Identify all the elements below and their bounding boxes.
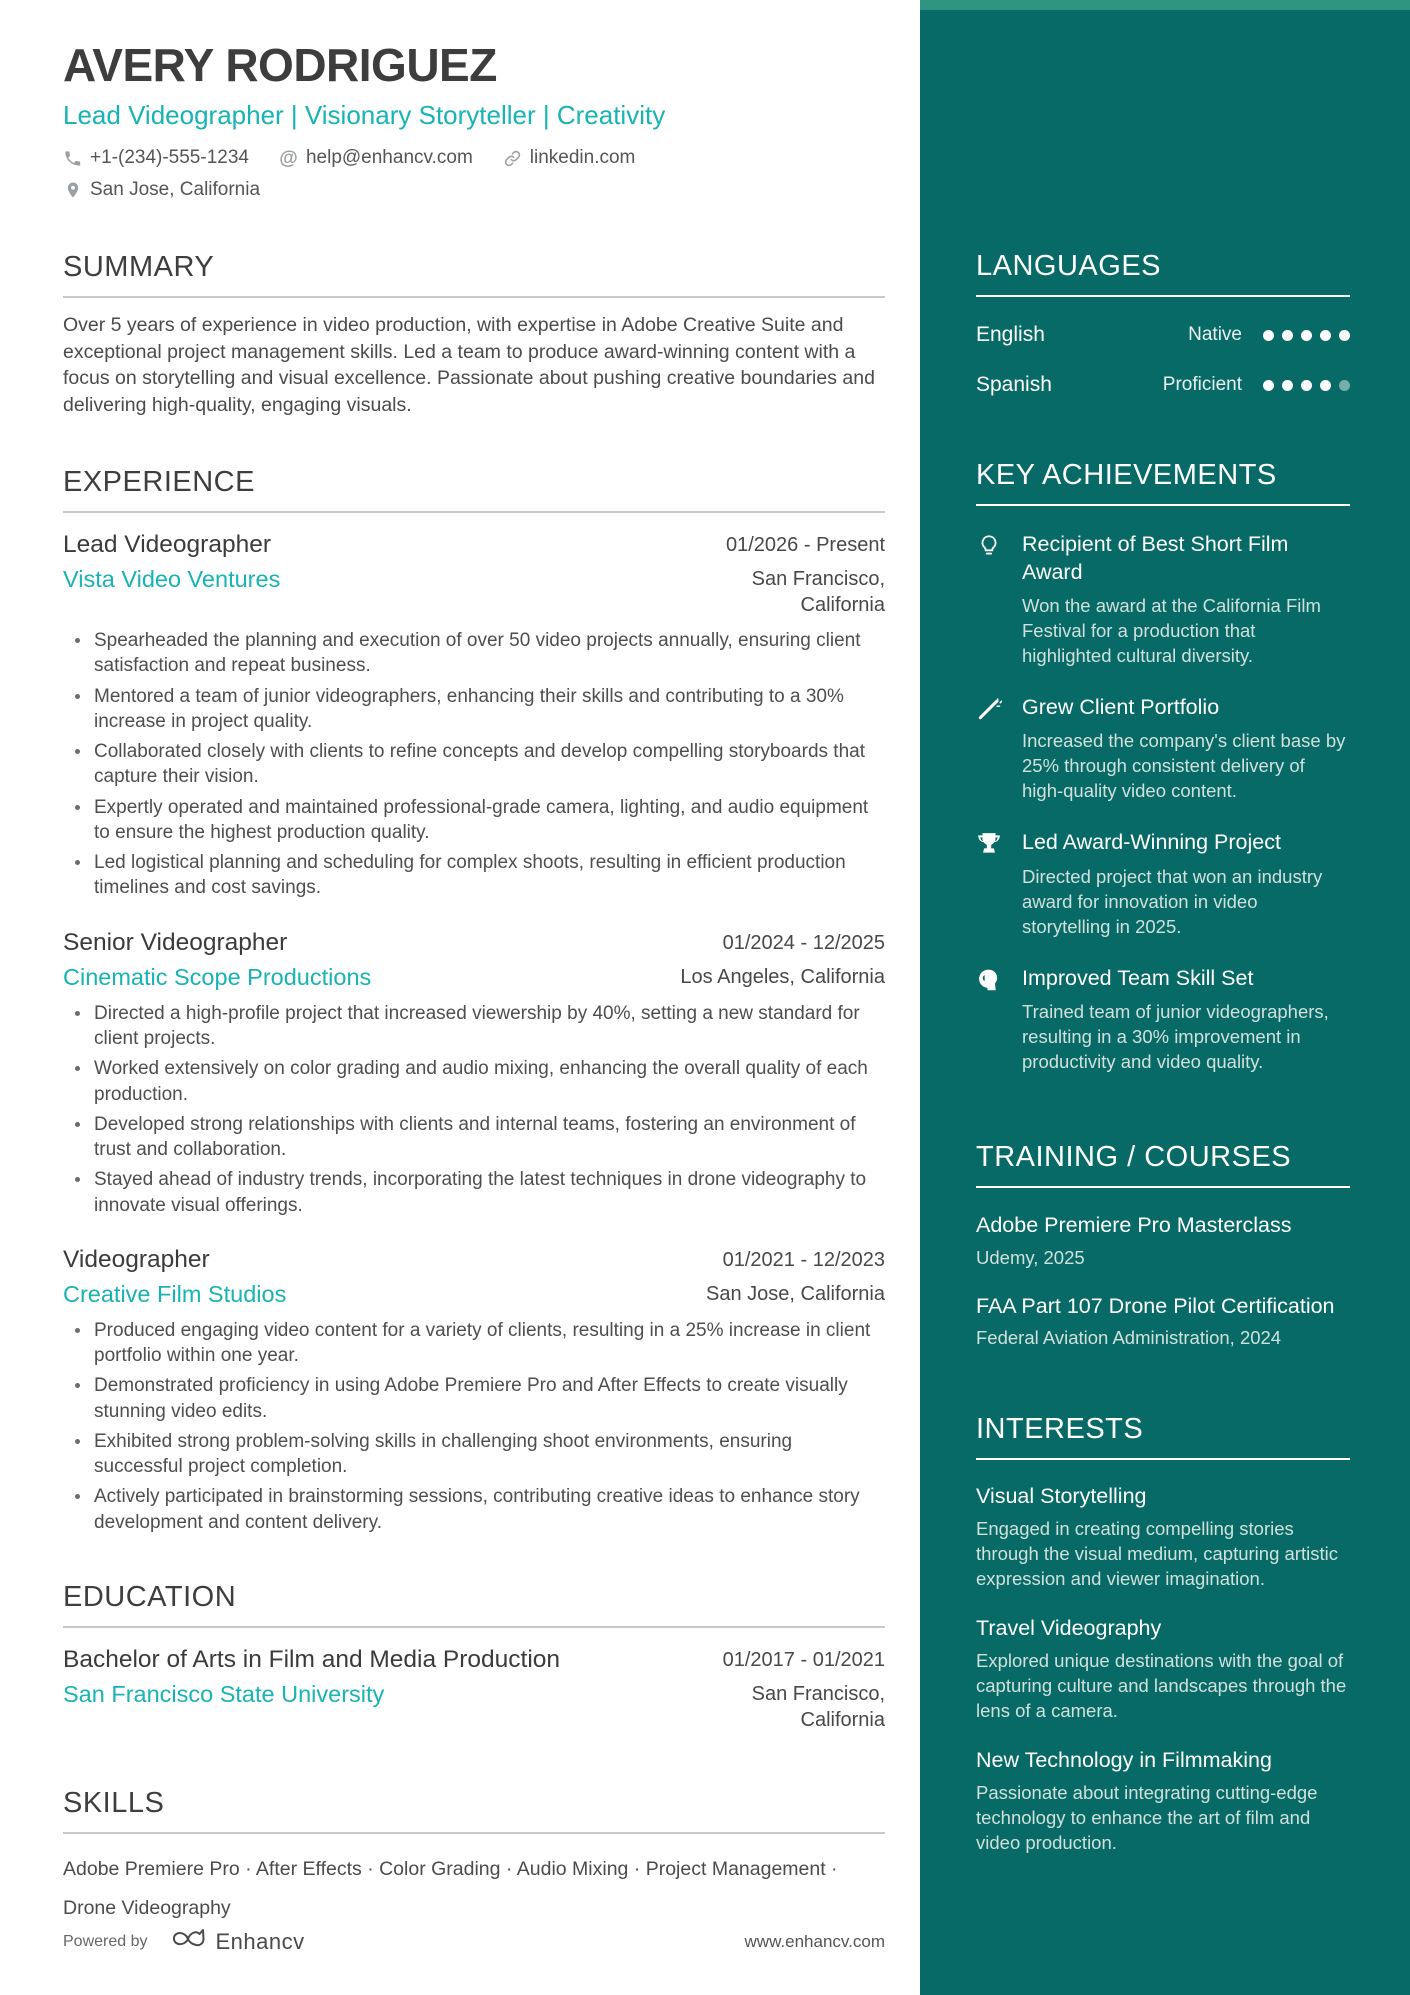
achievement-title: Grew Client Portfolio: [1022, 694, 1220, 719]
divider: [63, 1832, 885, 1834]
language-dots: [1262, 330, 1350, 341]
skills-list: Adobe Premiere Pro · After Effects · Color Grading · Audio Mixing · Project Management · Drone Videography: [63, 1857, 838, 1919]
course-provider: Udemy, 2025: [976, 1246, 1085, 1268]
powered-by-label: Powered by: [63, 1932, 148, 1950]
enhancv-wordmark: Enhancv: [215, 1928, 305, 1954]
divider: [976, 295, 1350, 297]
contact-row-2: [63, 179, 885, 201]
job-entry: [63, 1246, 885, 1535]
interests-heading: INTERESTS: [976, 1413, 1144, 1446]
job-bullet: Exhibited strong problem-solving skills in challenging shoot environments, ensuring successful project completion.: [63, 1429, 885, 1480]
achievement-desc: Directed project that won an industry award for innovation in video storytelling in 2025.: [1022, 865, 1323, 937]
contact-link[interactable]: [503, 147, 636, 169]
contact-email-label: help@enhancv.com: [305, 147, 473, 168]
language-name: English: [976, 323, 1045, 346]
contact-location: [63, 179, 260, 201]
interest-desc: Passionate about integrating cutting-edge technology to enhance the art of film and video production.: [976, 1782, 1318, 1853]
job-bullet: Actively participated in brainstorming sessions, contributing creative ideas to enhance story development and content delivery.: [63, 1484, 885, 1535]
job-bullet: Expertly operated and maintained professional-grade camera, lighting, and audio equipment to ensure the highest production quality.: [63, 795, 885, 846]
phone-icon: [63, 149, 82, 168]
interest-title: Travel Videography: [976, 1616, 1162, 1641]
course-title: Adobe Premiere Pro Masterclass: [976, 1213, 1292, 1238]
job-title: Senior Videographer: [63, 928, 288, 956]
language-dots: [1262, 380, 1350, 391]
contact-phone-label: +1-(234)-555-1234: [90, 147, 249, 168]
language-level: Native: [1188, 324, 1242, 345]
divider: [976, 504, 1350, 506]
achievement-item: [976, 531, 1350, 669]
achievement-title: Improved Team Skill Set: [1022, 965, 1254, 990]
footer: [63, 1926, 885, 1957]
skills-section: [63, 1787, 885, 1928]
languages-heading: LANGUAGES: [976, 250, 1161, 282]
divider: [63, 511, 885, 513]
achievement-desc: Trained team of junior videographers, resulting in a 30% improvement in productivity and video quality.: [1022, 1001, 1329, 1073]
job-bullet: Produced engaging video content for a variety of clients, resulting in a 25% increase in client portfolio within one year.: [63, 1318, 885, 1369]
achievement-desc: Increased the company's client base by 25% through consistent delivery of high-quality video content.: [1022, 730, 1346, 802]
main-column: [63, 0, 885, 1928]
job-company: Cinematic Scope Productions: [63, 963, 372, 990]
languages-section: [976, 250, 1350, 397]
link-icon: [503, 149, 522, 168]
candidate-name: AVERY RODRIGUEZ: [63, 39, 497, 91]
education-heading: EDUCATION: [63, 1580, 237, 1613]
achievement-item: [976, 965, 1350, 1075]
interest-desc: Explored unique destinations with the goal of capturing culture and landscapes through the lens of a camera.: [976, 1650, 1347, 1722]
language-row: [976, 373, 1350, 397]
job-entry: [63, 531, 885, 901]
job-bullet: Collaborated closely with clients to refine concepts and develop compelling storyboards that capture their vision.: [63, 739, 885, 790]
job-bullet: Developed strong relationships with clients and internal teams, fostering an environment of trust and collaboration.: [63, 1112, 885, 1163]
language-name: Spanish: [976, 373, 1052, 396]
education-entry: [63, 1646, 885, 1733]
summary-section: [63, 251, 885, 418]
sidebar-top-strip: [920, 0, 1410, 10]
divider: [63, 1626, 885, 1628]
achievement-item: [976, 694, 1350, 804]
course-title: FAA Part 107 Drone Pilot Certification: [976, 1293, 1335, 1318]
enhancv-logo: [170, 1926, 206, 1957]
achievement-title: Recipient of Best Short Film Award: [1022, 532, 1289, 584]
job-company: Creative Film Studios: [63, 1280, 287, 1307]
job-location: Los Angeles, California: [680, 965, 885, 988]
location-pin-icon: [63, 181, 82, 200]
magic-wand-icon: [976, 696, 1002, 722]
contact-link-label: linkedin.com: [529, 147, 636, 168]
achievement-desc: Won the award at the California Film Festival for a production that highlighted cultural diversity.: [1022, 595, 1321, 666]
training-section: [976, 1141, 1350, 1349]
job-bullet: Mentored a team of junior videographers, enhancing their skills and contributing to a 30% increase in project quality.: [63, 684, 885, 735]
enhancv-site-link[interactable]: www.enhancv.com: [744, 1931, 885, 1951]
job-bullets: [63, 628, 885, 901]
training-heading: TRAINING / COURSES: [976, 1141, 1292, 1174]
sidebar: [920, 0, 1410, 1995]
job-location: San Jose, California: [706, 1282, 885, 1305]
course-item: [976, 1212, 1350, 1269]
job-dates: 01/2021 - 12/2023: [722, 1248, 885, 1271]
language-row: [976, 323, 1350, 347]
contact-email[interactable]: [279, 147, 473, 169]
summary-text: Over 5 years of experience in video production, with expertise in Adobe Creative Suite and exceptional project management skills. Led a team to produce award-winning content with a focus on storytelling and visual excellence. Passionate about pushing creative boundaries and delivering high-quality, engaging visuals.: [63, 314, 875, 416]
interest-desc: Engaged in creating compelling stories through the visual medium, capturing artistic expression and viewer imagination.: [976, 1518, 1338, 1590]
interest-item: [976, 1484, 1350, 1592]
education-section: [63, 1581, 885, 1733]
interest-item: [976, 1748, 1350, 1856]
job-title: Lead Videographer: [63, 531, 271, 559]
school: San Francisco State University: [63, 1680, 385, 1707]
skills-heading: SKILLS: [63, 1786, 165, 1819]
experience-section: [63, 466, 885, 1535]
job-bullet: Stayed ahead of industry trends, incorporating the latest techniques in drone videography to innovate visual offerings.: [63, 1167, 885, 1218]
contact-row: [63, 147, 885, 169]
candidate-headline: Lead Videographer | Visionary Storyteller | Creativity: [63, 100, 666, 130]
education-location: San Francisco, California: [751, 1682, 885, 1731]
job-bullet: Directed a high-profile project that increased viewership by 40%, setting a new standard for client projects.: [63, 1001, 885, 1052]
job-bullet: Worked extensively on color grading and audio mixing, enhancing the overall quality of each production.: [63, 1056, 885, 1107]
summary-heading: SUMMARY: [63, 251, 215, 283]
degree: Bachelor of Arts in Film and Media Production: [63, 1645, 561, 1673]
education-dates: 01/2017 - 01/2021: [722, 1648, 885, 1671]
divider: [976, 1458, 1350, 1460]
at-icon: @: [279, 147, 298, 169]
job-company: Vista Video Ventures: [63, 566, 281, 593]
head-icon: [976, 967, 1002, 993]
contact-location-label: San Jose, California: [90, 179, 261, 200]
job-entry: [63, 929, 885, 1218]
language-level: Proficient: [1162, 374, 1242, 395]
job-title: Videographer: [63, 1245, 210, 1273]
achievements-heading: KEY ACHIEVEMENTS: [976, 459, 1277, 491]
course-provider: Federal Aviation Administration, 2024: [976, 1327, 1282, 1349]
job-bullets: [63, 1001, 885, 1218]
lightbulb-icon: [976, 533, 1002, 559]
divider: [976, 1186, 1350, 1188]
achievements-section: [976, 459, 1350, 1075]
experience-heading: EXPERIENCE: [63, 466, 255, 499]
job-bullet: Spearheaded the planning and execution of over 50 video projects annually, ensuring client satisfaction and repeat business.: [63, 628, 885, 679]
divider: [63, 296, 885, 298]
contact-phone[interactable]: [63, 147, 249, 169]
job-bullet: Demonstrated proficiency in using Adobe Premiere Pro and After Effects to create visually stunning video edits.: [63, 1373, 885, 1424]
course-item: [976, 1293, 1350, 1350]
enhancv-brand[interactable]: [170, 1926, 305, 1957]
achievement-item: [976, 829, 1350, 939]
interests-section: [976, 1413, 1350, 1856]
achievement-title: Led Award-Winning Project: [1022, 830, 1281, 855]
trophy-icon: [976, 831, 1002, 857]
interest-title: New Technology in Filmmaking: [976, 1748, 1272, 1773]
job-location: San Francisco, California: [751, 568, 885, 617]
interest-item: [976, 1616, 1350, 1724]
job-dates: 01/2024 - 12/2025: [722, 931, 885, 954]
job-bullets: [63, 1318, 885, 1535]
job-bullet: Led logistical planning and scheduling for complex shoots, resulting in efficient production timelines and cost savings.: [63, 850, 885, 901]
job-dates: 01/2026 - Present: [726, 534, 885, 557]
interest-title: Visual Storytelling: [976, 1484, 1147, 1509]
